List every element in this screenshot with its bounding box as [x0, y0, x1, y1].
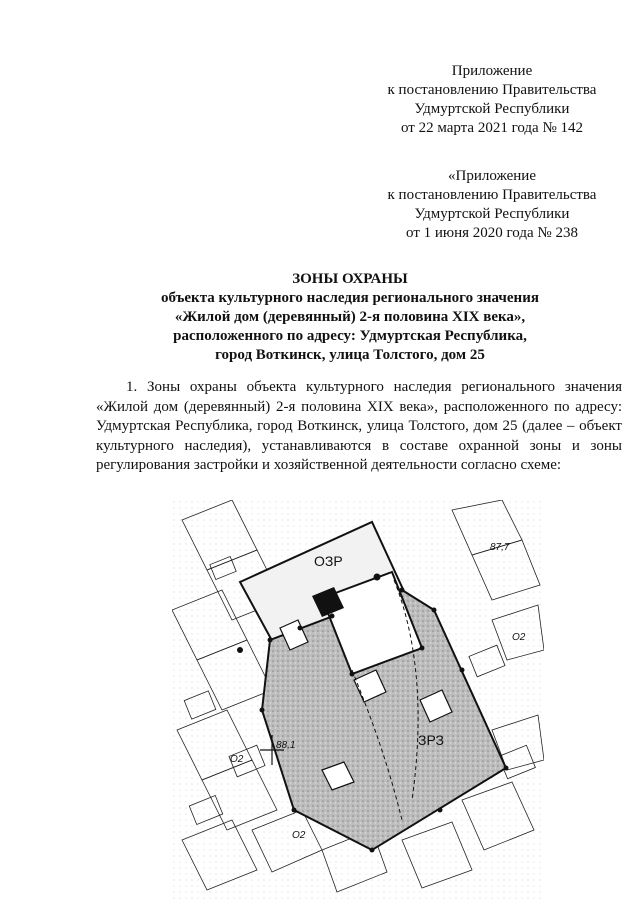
- appendix-line: Приложение: [451, 63, 533, 79]
- title-line: город Воткинск, улица Толстого, дом 25: [215, 347, 485, 363]
- ozr-label: ОЗР: [314, 553, 343, 569]
- appendix-line: от 1 июня 2020 года № 238: [406, 225, 578, 241]
- appendix-line: Удмуртской Республики: [414, 101, 570, 117]
- document-title: [60, 270, 640, 365]
- title-heading: ЗОНЫ ОХРАНЫ: [292, 271, 408, 287]
- elevation-mark: 87,7: [490, 542, 510, 553]
- zrz-label: ЗРЗ: [418, 732, 444, 748]
- appendix-current-block: [372, 62, 612, 138]
- title-line: объекта культурного наследия регионального значения: [161, 290, 539, 306]
- title-line: «Жилой дом (деревянный) 2-я половина XIX века»,: [174, 309, 526, 325]
- appendix-line: к постановлению Правительства: [387, 187, 597, 203]
- paragraph-1: [96, 378, 622, 476]
- scheme-map-image: [172, 500, 544, 900]
- appendix-line: Удмуртской Республики: [414, 206, 570, 222]
- protection-zones-scheme: [172, 500, 544, 900]
- plot-mark: О2: [292, 830, 306, 841]
- elevation-mark: 88,1: [276, 740, 296, 751]
- appendix-line: от 22 марта 2021 года № 142: [400, 120, 584, 136]
- title-line: расположенного по адресу: Удмуртская Республика,: [173, 328, 527, 344]
- appendix-line: к постановлению Правительства: [387, 82, 597, 98]
- plot-mark: О2: [512, 632, 526, 643]
- paragraph-text: 1. Зоны охраны объекта культурного наследия регионального значения «Жилой дом (деревянный) 2-я половина XIX века», расположенного по адресу: Удмуртская Республика, город Воткинск, улица Толстого, дом 25 (далее – объект культурного наследия), устанавливаются в составе охранной зоны и зоны регулирования застройки и хозяйственной деятельности согласно схеме:: [96, 379, 622, 473]
- appendix-line: «Приложение: [447, 168, 536, 184]
- plot-mark: О2: [230, 754, 244, 765]
- appendix-original-block: [372, 167, 612, 243]
